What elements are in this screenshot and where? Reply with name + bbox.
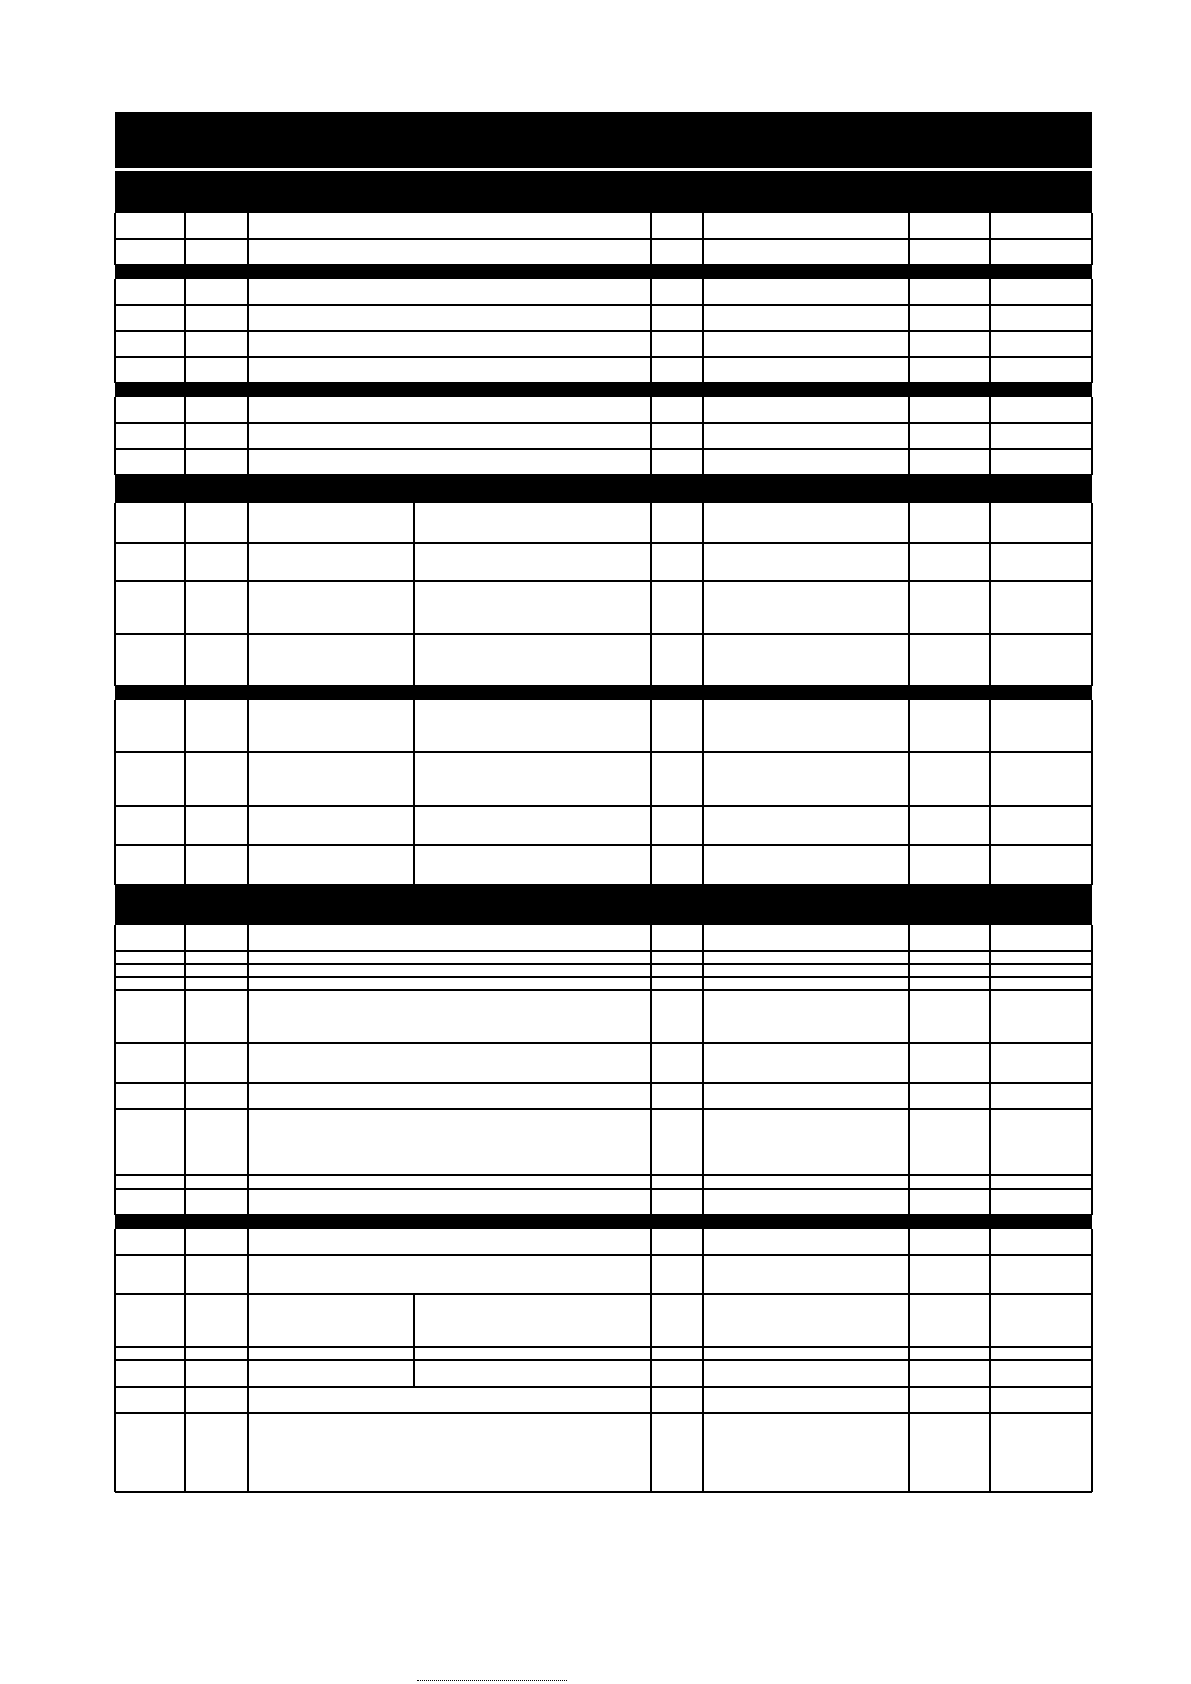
section-header-bar: [115, 171, 1092, 213]
page-footer-mark: [417, 1680, 567, 1684]
section-header-bar: [115, 475, 1092, 503]
section-header-bar: [115, 885, 1092, 925]
section-header-bar: [115, 383, 1092, 397]
section-header-bar: [115, 686, 1092, 700]
section-header-bar: [115, 265, 1092, 279]
form-title-bar: [115, 112, 1092, 168]
section-header-bar: [115, 1215, 1092, 1229]
